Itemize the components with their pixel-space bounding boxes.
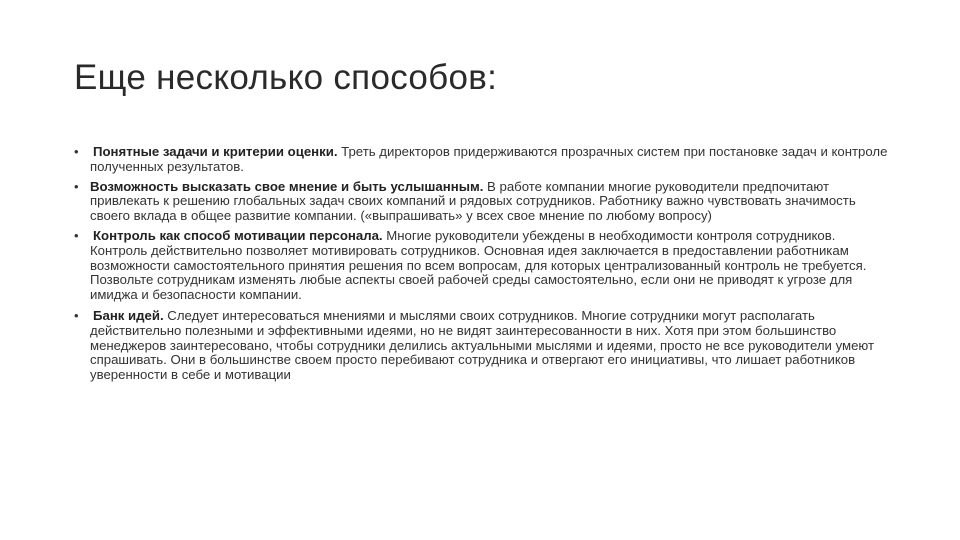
bullet-text: Следует интересоваться мнениями и мыслями своих сотрудников. Многие сотрудники могут располагать действительно полезными и эффективными идеями, но не видят заинтересованности в них. Хотя при этом большинство менеджеров заинтересовано, чтобы сотрудники делились актуальными мыслями и идеями, просто не все руководители умеют спрашивать. Они в большинстве своем просто перебивают сотрудника и отвергают его инициативы, что лишает работников уверенности в себе и мотивации: [90, 307, 875, 383]
bullet-dot-icon: •: [74, 227, 79, 243]
slide-title: Еще несколько способов:: [74, 58, 498, 97]
bullet-lead: Банк идей.: [93, 307, 164, 323]
bullet-text: Многие руководители убеждены в необходимости контроля сотрудников. Контроль действительно позволяет мотивировать сотрудников. Основная идея заключается в предоставлении работникам возможности самостоятельного принятия решения по всем вопросам, для которых централизованный контроль не требуется. Позвольте сотрудникам изменять любые аспекты своей рабочей среды самостоятельно, если они не приводят к угрозе для имиджа и безопасности компании.: [90, 227, 867, 303]
bullet-text: В работе компании многие руководители предпочитают привлекать к решению глобальных задач своих компаний и рядовых сотрудников. Работнику важно чувствовать значимость своего вклада в общее развитие компании. («выпрашивать» у всех свое мнение по любому вопросу): [90, 178, 856, 224]
bullet-lead: Контроль как способ мотивации персонала.: [93, 227, 383, 243]
bullet-lead: Возможность высказать свое мнение и быть услышанным.: [90, 178, 484, 194]
bullet-lead: Понятные задачи и критерии оценки.: [93, 144, 338, 159]
bullet-item-idea-bank: [74, 309, 894, 383]
bullet-list: [74, 145, 894, 388]
bullet-dot-icon: •: [74, 307, 79, 323]
bullet-text: Треть директоров придерживаются прозрачных систем при постановке задач и контроле полученных результатов.: [90, 144, 888, 174]
bullet-item-clear-tasks: [74, 145, 894, 175]
bullet-item-express-opinion: [74, 180, 894, 224]
bullet-item-control-motivation: [74, 229, 894, 303]
bullet-dot-icon: •: [74, 178, 79, 194]
bullet-dot-icon: •: [74, 144, 79, 159]
